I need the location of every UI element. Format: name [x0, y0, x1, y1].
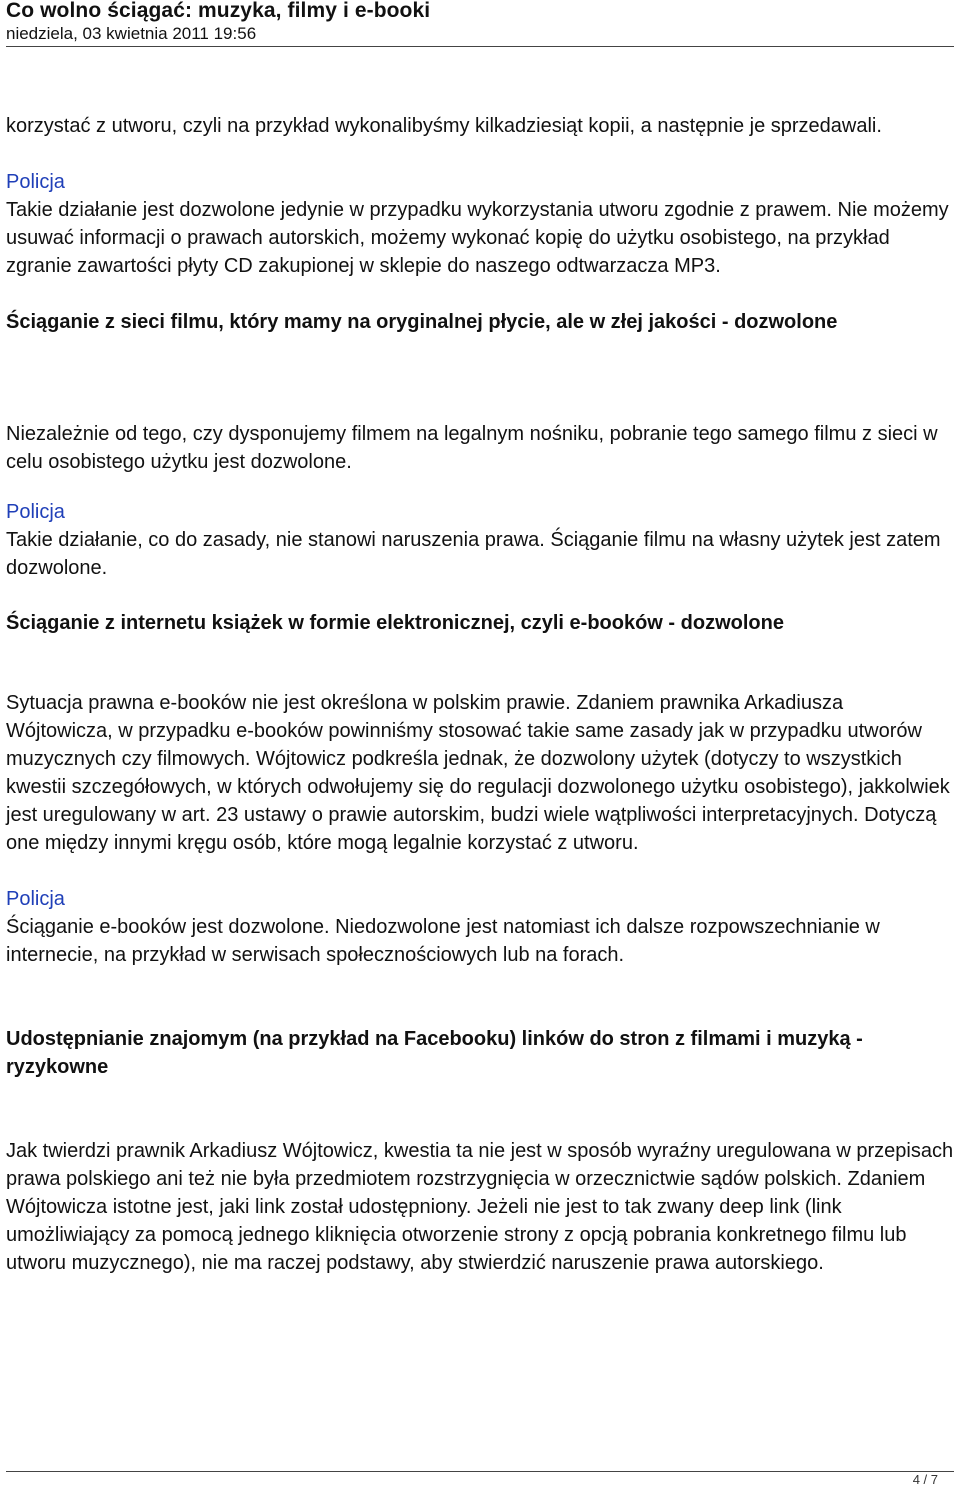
section-heading: Ściąganie z sieci filmu, który mamy na oryginalnej płycie, ale w złej jakości - dozwolone [6, 311, 838, 333]
paragraph: Ściąganie e-booków jest dozwolone. Niedozwolone jest natomiast ich dalsze rozpowszechnianie w internecie, na przykład w serwisach społecznościowych lub na forach. [6, 916, 880, 966]
document-date: niedziela, 03 kwietnia 2011 19:56 [6, 24, 257, 43]
police-label: Policja [6, 171, 65, 193]
footer-divider [6, 1471, 954, 1472]
police-label: Policja [6, 501, 65, 523]
paragraph: korzystać z utworu, czyli na przykład wykonalibyśmy kilkadziesiąt kopii, a następnie je sprzedawali. [6, 115, 882, 137]
document-title: Co wolno ściągać: muzyka, filmy i e-booki [6, 0, 431, 22]
paragraph: Sytuacja prawna e-booków nie jest określona w polskim prawie. Zdaniem prawnika Arkadiusza Wójtowicza, w przypadku e-booków powinniśmy stosować takie same zasady jak w przypadku utworów muzycznych czy filmowych. Wójtowicz podkreśla jednak, że dozwolony użytek (dotyczy to wszystkich kwestii szczegółowych, w których odwołujemy się do regulacji dozwolonego użytku osobistego), jakkolwiek jest uregulowany w art. 23 ustawy o prawie autorskim, budzi wiele wątpliwości interpretacyjnych. Dotyczą one między innymi kręgu osób, które mogą legalnie korzystać z utworu. [6, 692, 950, 854]
paragraph: Jak twierdzi prawnik Arkadiusz Wójtowicz, kwestia ta nie jest w sposób wyraźny uregulowana w przepisach prawa polskiego ani też nie była przedmiotem rozstrzygnięcia w orzecznictwie sądów polskich. Zdaniem Wójtowicza istotne jest, jaki link został udostępniony. Jeżeli nie jest to tak zwany deep link (link umożliwiający za pomocą jednego kliknięcia otworzenie strony z opcją pobrania konkretnego filmu lub utworu muzycznego), nie ma raczej podstawy, aby stwierdzić naruszenie prawa autorskiego. [6, 1140, 954, 1274]
header-divider [6, 46, 954, 47]
police-label: Policja [6, 888, 65, 910]
page-header [6, 0, 954, 44]
section-heading: Ściąganie z internetu książek w formie elektronicznej, czyli e-booków - dozwolone [6, 612, 784, 634]
page-number: 4 / 7 [912, 1472, 938, 1487]
paragraph: Takie działanie jest dozwolone jedynie w przypadku wykorzystania utworu zgodnie z prawem. Nie możemy usuwać informacji o prawach autorskich, możemy wykonać kopię do użytku osobistego, na przykład zgranie zawartości płyty CD zakupionej w sklepie do naszego odtwarzacza MP3. [6, 199, 949, 277]
article-body [6, 112, 954, 1277]
paragraph: Takie działanie, co do zasady, nie stanowi naruszenia prawa. Ściąganie filmu na własny użytek jest zatem dozwolone. [6, 529, 941, 579]
paragraph: Niezależnie od tego, czy dysponujemy filmem na legalnym nośniku, pobranie tego samego filmu z sieci w celu osobistego użytku jest dozwolone. [6, 423, 938, 473]
section-heading: Udostępnianie znajomym (na przykład na Facebooku) linków do stron z filmami i muzyką - ryzykowne [6, 1028, 863, 1078]
